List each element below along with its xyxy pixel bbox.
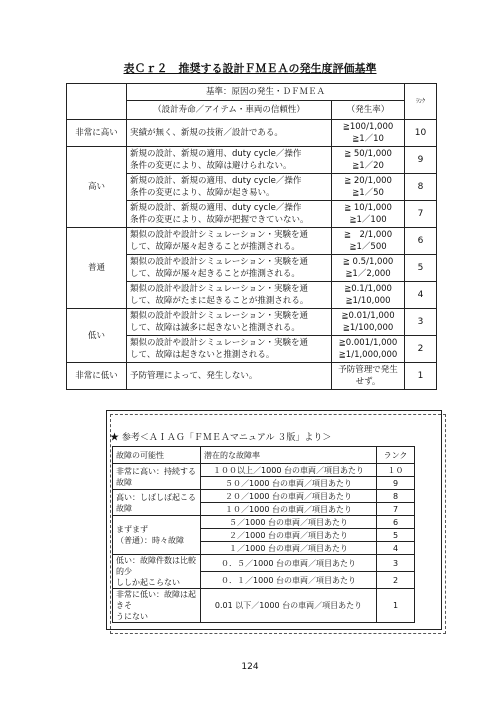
reference-rank-cell: 2 — [377, 572, 415, 589]
page-number: 124 — [241, 662, 259, 672]
cell-line: まずまず — [116, 525, 148, 534]
reference-rank-cell: 9 — [377, 477, 415, 490]
criteria-cell — [127, 120, 332, 147]
cell-line: 非常に高い：持続する故障 — [116, 466, 196, 487]
failure-rate-cell: 0.01 以下／1000 台の車両／項目あたり — [201, 589, 377, 623]
cell-line: ≧1／20 — [352, 161, 384, 171]
cell-line: 条件の変更により、故障が把握できていない。 — [130, 215, 309, 225]
cell-line: 条件の変更により、故障は避けられない。 — [130, 161, 292, 171]
reference-rank-cell: 8 — [377, 490, 415, 503]
likelihood-cell — [113, 464, 201, 490]
table-row — [113, 555, 415, 572]
reference-rank-cell: 4 — [377, 542, 415, 555]
cell-line: して、故障は起きないと推測される。 — [130, 350, 275, 360]
cell-line: ≧1/10,000 — [345, 296, 391, 306]
reference-rank-cell: 7 — [377, 503, 415, 516]
failure-rate-cell: １０／1000 台の車両／項目あたり — [201, 503, 377, 516]
failure-rate-cell: １００以上／1000 台の車両／項目あたり — [201, 464, 377, 477]
cell-line: 類似の設計や設計シミュレーション・実験を通 — [130, 230, 308, 240]
header-row — [113, 447, 415, 464]
likelihood-cell — [113, 589, 201, 623]
cell-line: 類似の設計や設計シミュレーション・実験を通 — [130, 284, 308, 294]
criteria-cell — [127, 201, 332, 228]
failure-rate-cell: ５／1000 台の車両／項目あたり — [201, 516, 377, 529]
cell-line: 予防管理で発生 — [338, 365, 398, 375]
failure-rate-cell: ５０／1000 台の車両／項目あたり — [201, 477, 377, 490]
rank-cell: 9 — [405, 147, 437, 174]
reference-rank-cell: 3 — [377, 555, 415, 572]
reference-table — [112, 446, 415, 623]
cell-line: 類似の設計や設計シミュレーション・実験を通 — [130, 257, 308, 267]
failure-rate-cell: ２／1000 台の車両／項目あたり — [201, 529, 377, 542]
header-rank: ﾗﾝｸ — [405, 84, 437, 120]
likelihood-cell — [113, 555, 201, 589]
rate-cell — [332, 282, 405, 309]
cell-line: ≧ 0.5/1,000 — [342, 257, 394, 267]
criteria-cell — [127, 363, 332, 390]
reference-rank-cell: 1 — [377, 589, 415, 623]
likelihood-cell — [113, 516, 201, 555]
category-cell: 低い — [67, 309, 127, 363]
cell-line: 新規の設計、新規の適用、duty cycle／操作 — [130, 176, 302, 186]
rank-cell: 8 — [405, 174, 437, 201]
category-cell: 非常に低い — [67, 363, 127, 390]
category-cell: 非常に高い — [67, 120, 127, 147]
cell-line: 新規の設計、新規の適用、duty cycle／操作 — [130, 203, 302, 213]
cell-line: 実績が無く、新規の技術／設計である。 — [130, 128, 283, 138]
criteria-cell — [127, 147, 332, 174]
criteria-cell — [127, 255, 332, 282]
cell-line: して、故障は滅多に起きないと推測される。 — [130, 323, 300, 333]
reference-rank-cell: １０ — [377, 464, 415, 477]
header-rate: （発生率） — [332, 101, 405, 120]
rank-cell: 10 — [405, 120, 437, 147]
cell-line: 非常に低い：故障は起きそ — [116, 590, 196, 610]
category-cell: 高い — [67, 147, 127, 228]
cell-line: ≧1/100,000 — [342, 323, 394, 333]
cell-line: 低い：故障件数は比較的少 — [116, 556, 196, 576]
rate-cell — [332, 120, 405, 147]
cell-line: ≧0.01/1,000 — [341, 311, 395, 321]
cell-line: して、故障が屡々起きることが推測される。 — [130, 242, 300, 252]
rate-cell — [332, 309, 405, 336]
table-row — [67, 309, 437, 336]
cell-line: （普通）：時々故障 — [116, 536, 184, 545]
rate-cell — [332, 174, 405, 201]
cell-line: して、故障が屡々起きることが推測される。 — [130, 269, 300, 279]
table-row — [113, 516, 415, 529]
criteria-cell — [127, 309, 332, 336]
rank-cell: 6 — [405, 228, 437, 255]
cell-line: ≧1／500 — [349, 242, 387, 252]
header-row — [67, 84, 437, 101]
category-cell: 普通 — [67, 228, 127, 309]
cell-line: ≧ 50/1,000 — [344, 149, 392, 159]
cell-line: 類似の設計や設計シミュレーション・実験を通 — [130, 311, 308, 321]
header-top: 基準：原因の発生・ＤＦＭＥＡ — [127, 84, 405, 101]
cell-line: 予防管理によって、発生しない。 — [130, 371, 258, 381]
criteria-cell — [127, 282, 332, 309]
table-row — [113, 464, 415, 477]
reference-rank-cell: 5 — [377, 529, 415, 542]
cell-line: 条件の変更により、故障が起き易い。 — [130, 188, 275, 198]
rank-cell: 2 — [405, 336, 437, 363]
rank-cell: 5 — [405, 255, 437, 282]
criteria-cell — [127, 174, 332, 201]
cell-line: ≧1／100 — [349, 215, 387, 225]
rank-cell: 3 — [405, 309, 437, 336]
cell-line: ≧1／50 — [352, 188, 384, 198]
cell-line: 類似の設計や設計シミュレーション・実験を通 — [130, 338, 308, 348]
cell-line: ≧0.1/1,000 — [344, 284, 392, 294]
page-title: 表Ｃｒ２ 推奨する設計ＦＭＥＡの発生度評価基準 — [123, 62, 377, 75]
occurrence-criteria-table — [66, 83, 437, 390]
reference-rank-cell: 6 — [377, 516, 415, 529]
header-sub: （設計寿命／アイテム・車両の信頼性） — [127, 101, 332, 120]
table-row — [67, 228, 437, 255]
cell-line: ≧ 10/1,000 — [344, 203, 392, 213]
cell-line: ししか起こらない — [116, 578, 180, 587]
rank-cell: 7 — [405, 201, 437, 228]
table-row — [67, 120, 437, 147]
table-row — [113, 589, 415, 623]
table-row — [67, 147, 437, 174]
cell-line: ≧1／2,000 — [345, 269, 391, 279]
cell-line: 新規の設計、新規の適用、duty cycle／操作 — [130, 149, 302, 159]
reference-header: 故障の可能性 — [113, 447, 201, 464]
criteria-cell — [127, 228, 332, 255]
cell-line: せず。 — [355, 377, 381, 387]
likelihood-cell — [113, 490, 201, 516]
cell-line: ≧ 20/1,000 — [344, 176, 392, 186]
reference-title: ★ 参考＜ＡＩＡＧ「ＦＭＥＡマニュアル ３版」より＞ — [110, 433, 332, 443]
header-empty — [67, 84, 127, 120]
rate-cell — [332, 228, 405, 255]
cell-line: ≧100/1,000 — [342, 122, 394, 132]
failure-rate-cell: ０．１／1000 台の車両／項目あたり — [201, 572, 377, 589]
cell-line: ≧ 2/1,000 — [343, 230, 393, 240]
table-row — [113, 490, 415, 503]
reference-header: 潜在的な故障率 — [201, 447, 377, 464]
rate-cell — [332, 255, 405, 282]
failure-rate-cell: ２０／1000 台の車両／項目あたり — [201, 490, 377, 503]
cell-line: ≧1/1,000,000 — [338, 350, 398, 360]
rank-cell: 1 — [405, 363, 437, 390]
cell-line: して、故障がたまに起きることが推測される。 — [130, 296, 309, 306]
reference-header: ランク — [377, 447, 415, 464]
rate-cell — [332, 147, 405, 174]
criteria-cell — [127, 336, 332, 363]
failure-rate-cell: ０．５／1000 台の車両／項目あたり — [201, 555, 377, 572]
rank-cell: 4 — [405, 282, 437, 309]
rate-cell — [332, 201, 405, 228]
table-row — [67, 363, 437, 390]
rate-cell — [332, 336, 405, 363]
failure-rate-cell: １／1000 台の車両／項目あたり — [201, 542, 377, 555]
rate-cell — [332, 363, 405, 390]
cell-line: 高い：しばしば起こる故障 — [116, 492, 196, 513]
cell-line: ≧1／10 — [352, 134, 384, 144]
cell-line: ≧0.001/1,000 — [338, 338, 398, 348]
cell-line: うにない — [116, 612, 148, 621]
